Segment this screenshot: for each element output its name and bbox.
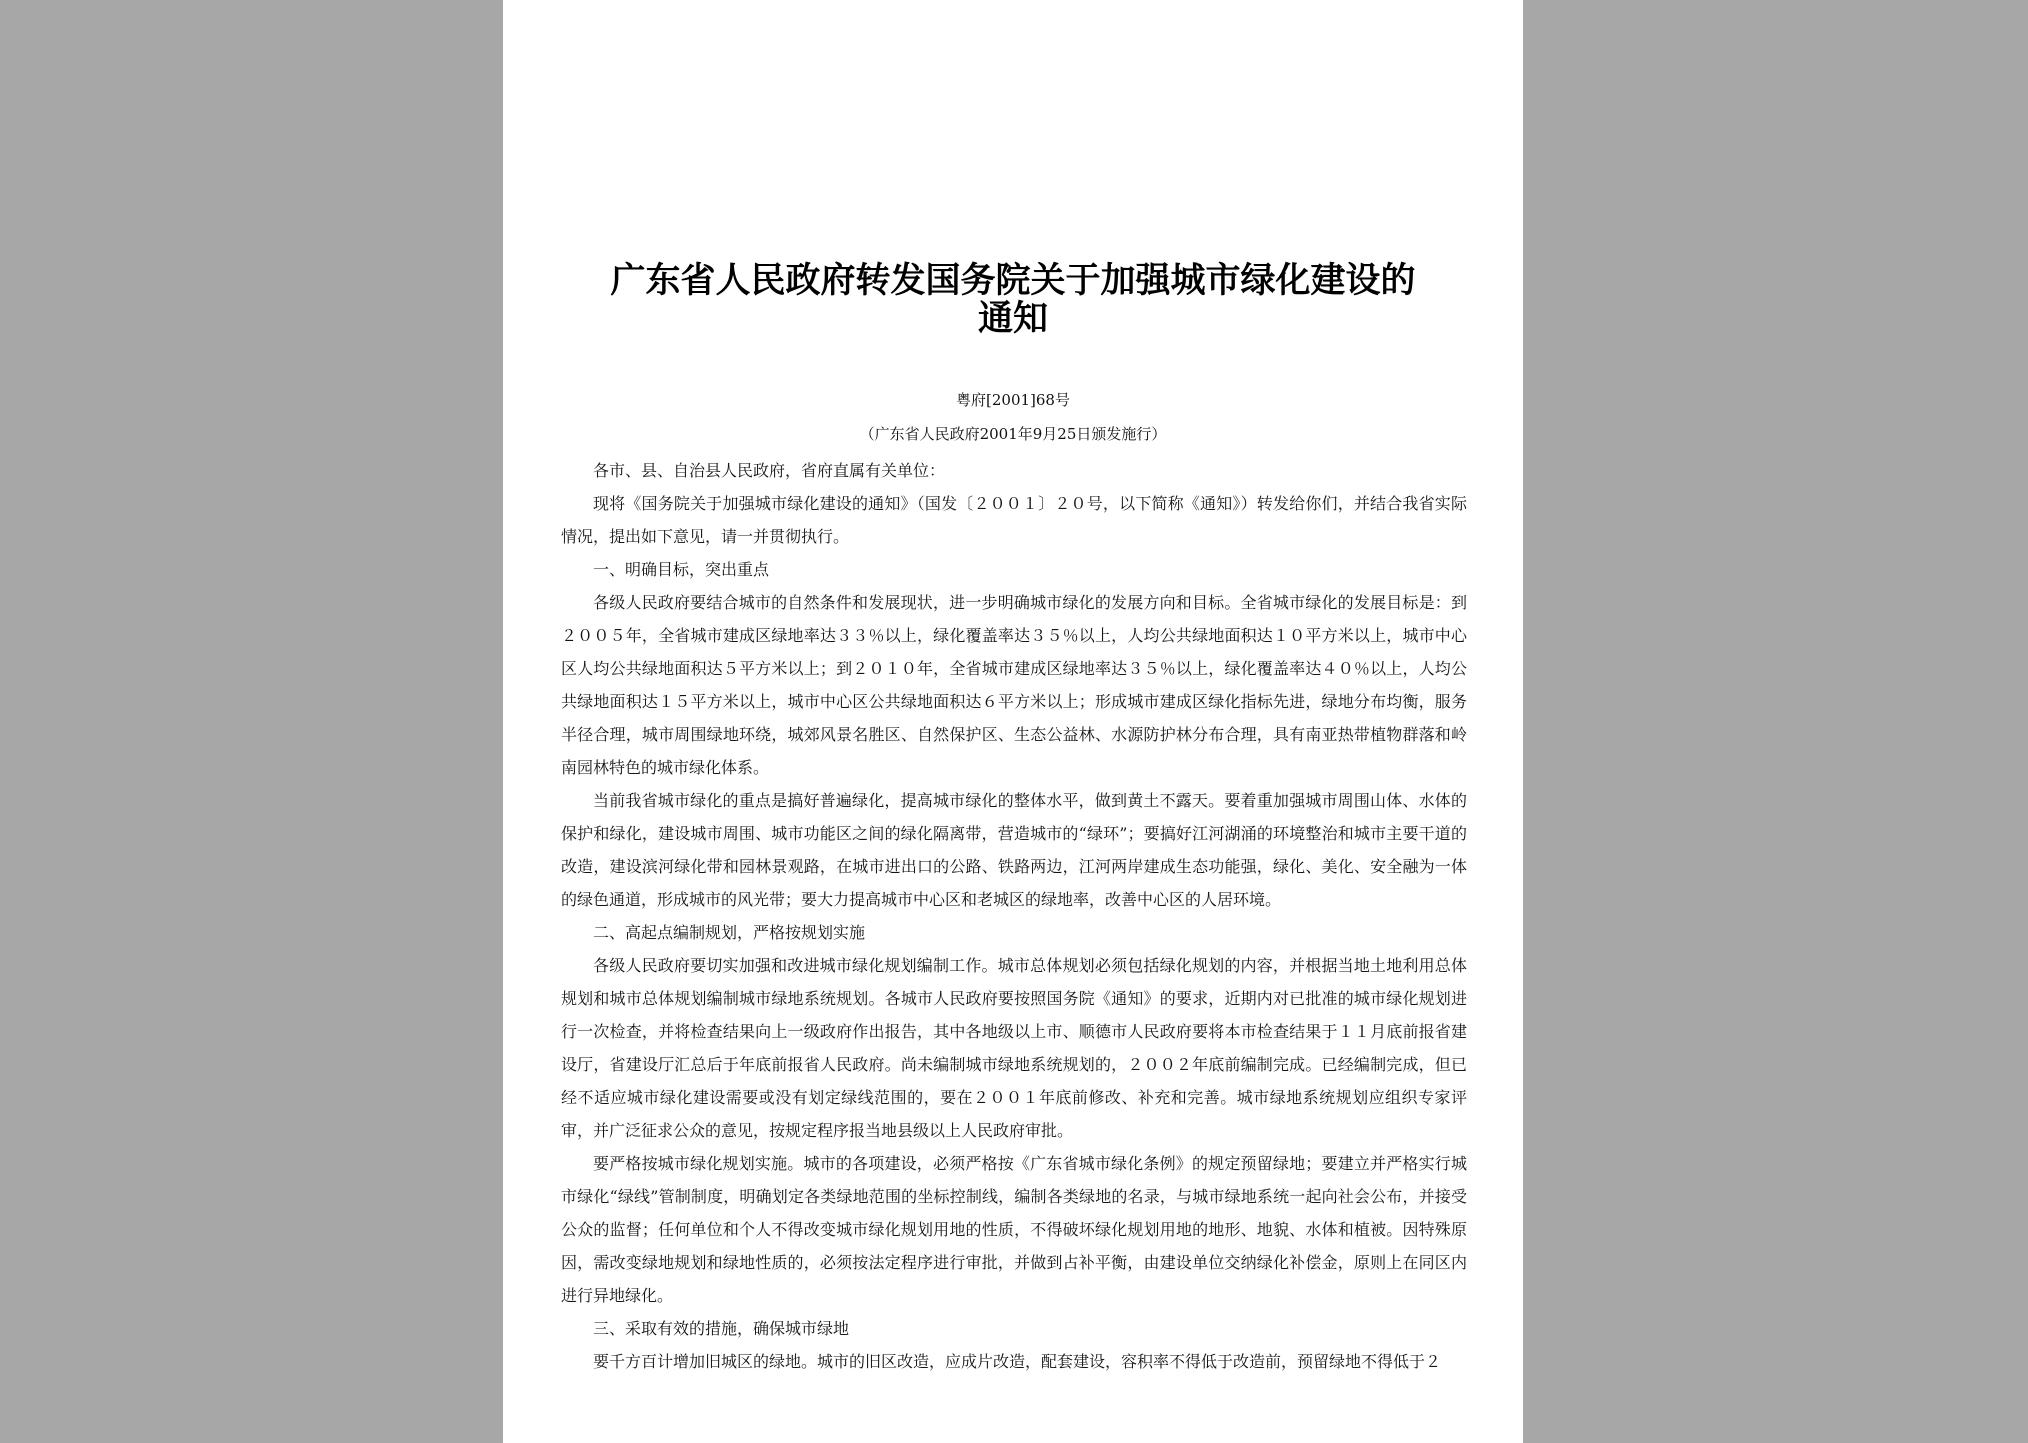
document-title <box>543 262 1483 338</box>
section-heading-3: 三、采取有效的措施，确保城市绿地 <box>593 1319 850 1338</box>
body-paragraph: 要千方百计增加旧城区的绿地。城市的旧区改造，应成片改造，配套建设，容积率不得低于改造前，预留绿地不得低于２ <box>593 1352 1442 1371</box>
body-paragraph: 各级人民政府要结合城市的自然条件和发展现状，进一步明确城市绿化的发展方向和目标。全省城市绿化的发展目标是：到２００５年，全省城市建成区绿地率达３３％以上，绿化覆盖率达３５％以上，人均公共绿地面积达１０平方米以上，城市中心区人均公共绿地面积达５平方米以上；到２０１０年，全省城市建成区绿地率达３５％以上，绿化覆盖率达４０％以上，人均公共绿地面积达１５平方米以上，城市中心区公共绿地面积达６平方米以上；形成城市建成区绿化指标先进，绿地分布均衡，服务半径合理，城市周围绿地环绕，城郊风景名胜区、自然保护区、生态公益林、水源防护林分布合理，具有南亚热带植物群落和岭南园林特色的城市绿化体系。 <box>561 593 1467 777</box>
body-paragraph: 当前我省城市绿化的重点是搞好普遍绿化，提高城市绿化的整体水平，做到黄土不露天。要着重加强城市周围山体、水体的保护和绿化，建设城市周围、城市功能区之间的绿化隔离带，营造城市的“绿环”；要搞好江河湖涌的环境整治和城市主要干道的改造，建设滨河绿化带和园林景观路，在城市进出口的公路、铁路两边，江河两岸建成生态功能强，绿化、美化、安全融为一体的绿色通道，形成城市的风光带；要大力提高城市中心区和老城区的绿地率，改善中心区的人居环境。 <box>561 791 1467 909</box>
title-line-1: 广东省人民政府转发国务院关于加强城市绿化建设的 <box>610 260 1416 301</box>
document-body <box>561 454 1467 1378</box>
document-page <box>503 0 1523 1443</box>
intro-paragraph: 现将《国务院关于加强城市绿化建设的通知》（国发〔２００１〕２０号，以下简称《通知》）转发给你们，并结合我省实际情况，提出如下意见，请一并贯彻执行。 <box>561 494 1467 546</box>
body-paragraph: 要严格按城市绿化规划实施。城市的各项建设，必须严格按《广东省城市绿化条例》的规定预留绿地；要建立并严格实行城市绿化“绿线”管制制度，明确划定各类绿地范围的坐标控制线，编制各类绿地的名录，与城市绿地系统一起向社会公布，并接受公众的监督；任何单位和个人不得改变城市绿化规划用地的性质，不得破坏绿化规划用地的地形、地貌、水体和植被。因特殊原因，需改变绿地规划和绿地性质的，必须按法定程序进行审批，并做到占补平衡，由建设单位交纳绿化补偿金，原则上在同区内进行异地绿化。 <box>561 1154 1467 1305</box>
salutation: 各市、县、自治县人民政府，省府直属有关单位： <box>593 461 946 480</box>
title-line-2: 通知 <box>977 298 1048 339</box>
section-heading-2: 二、高起点编制规划，严格按规划实施 <box>593 923 866 942</box>
body-paragraph: 各级人民政府要切实加强和改进城市绿化规划编制工作。城市总体规划必须包括绿化规划的内容，并根据当地土地利用总体规划和城市总体规划编制城市绿地系统规划。各城市人民政府要按照国务院《通知》的要求，近期内对已批准的城市绿化规划进行一次检查，并将检查结果向上一级政府作出报告，其中各地级以上市、顺德市人民政府要将本市检查结果于１１月底前报省建设厅，省建设厅汇总后于年底前报省人民政府。尚未编制城市绿地系统规划的，２００２年底前编制完成。已经编制完成，但已经不适应城市绿化建设需要或没有划定绿线范围的，要在２００１年底前修改、补充和完善。城市绿地系统规划应组织专家评审，并广泛征求公众的意见，按规定程序报当地县级以上人民政府审批。 <box>561 956 1467 1140</box>
document-number: 粤府[2001]68号 <box>956 391 1070 409</box>
section-heading-1: 一、明确目标，突出重点 <box>593 560 770 579</box>
issue-note: （广东省人民政府2001年9月25日颁发施行） <box>859 425 1167 443</box>
